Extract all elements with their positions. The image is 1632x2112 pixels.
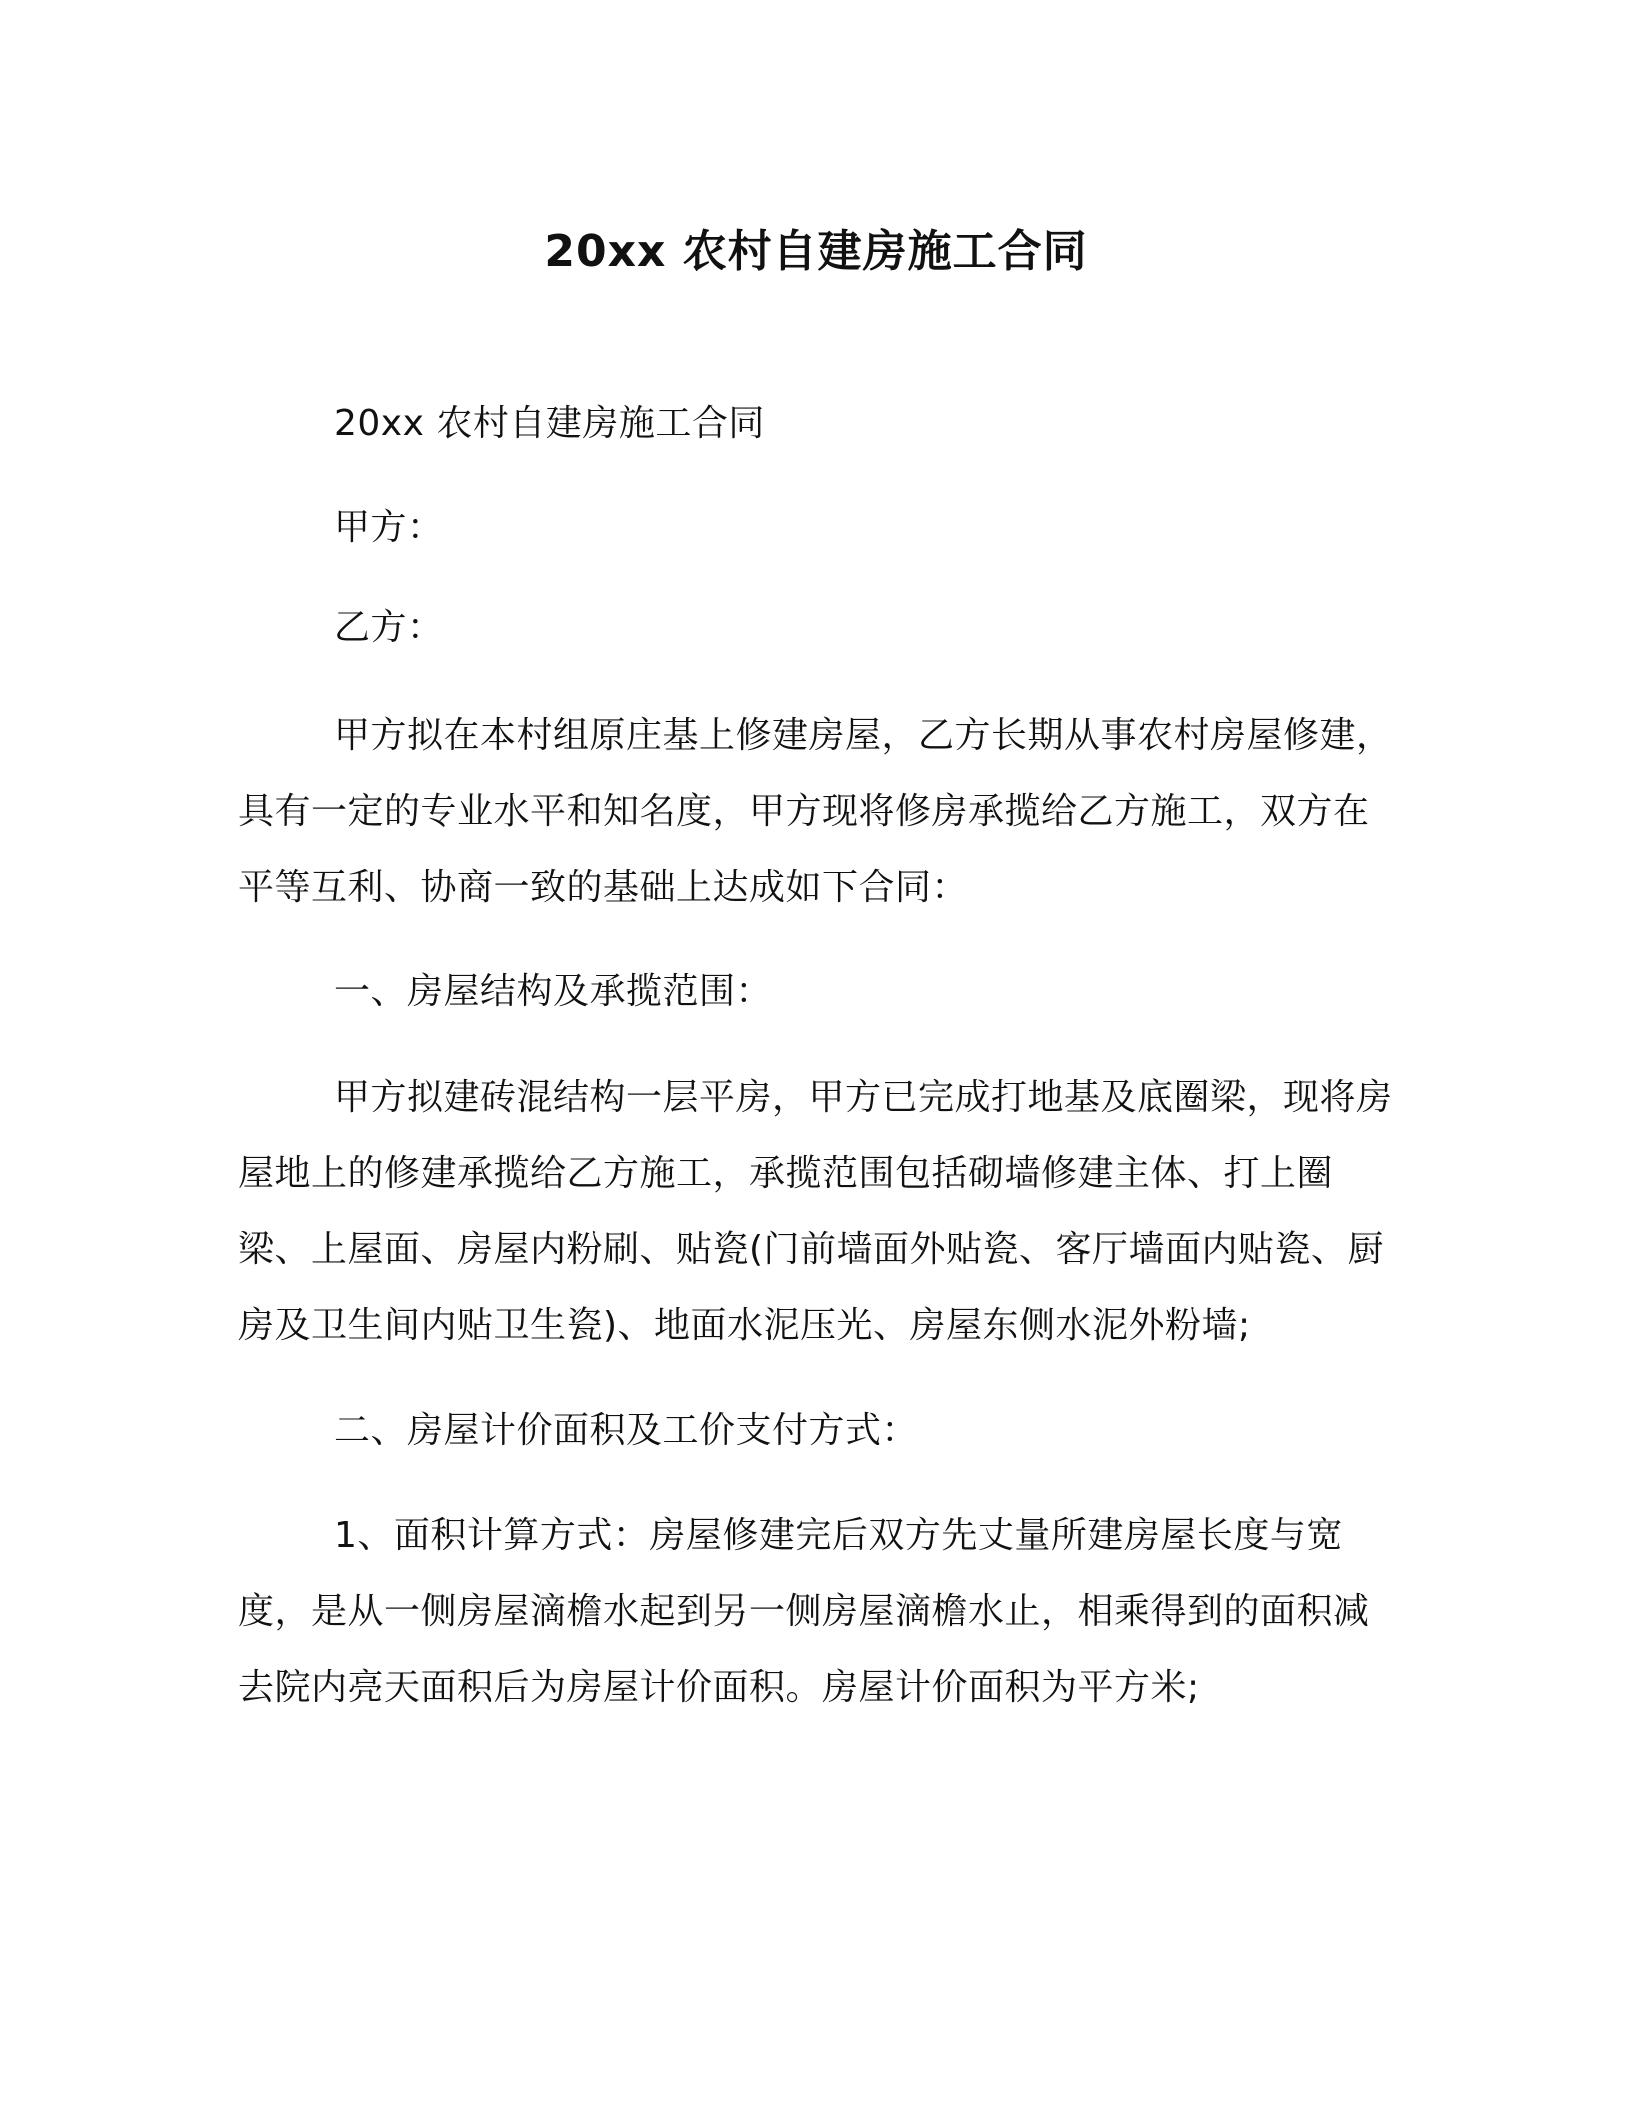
area-calculation-paragraph: 1、面积计算方式：房屋修建完后双方先丈量所建房屋长度与宽度，是从一侧房屋滴檐水起到另一侧房屋滴檐水止，相乘得到的面积减去院内亮天面积后为房屋计价面积。房屋计价面积为平方米; bbox=[238, 1515, 1370, 1708]
section-one-heading: 一、房屋结构及承揽范围： bbox=[334, 971, 773, 1012]
contract-heading: 20xx 农村自建房施工合同 bbox=[334, 403, 765, 444]
party-a-line: 甲方： bbox=[334, 507, 444, 548]
section-two-heading: 二、房屋计价面积及工价支付方式： bbox=[334, 1410, 919, 1451]
section-one-paragraph: 甲方拟建砖混结构一层平房，甲方已完成打地基及底圈梁，现将房屋地上的修建承揽给乙方施工，承揽范围包括砌墙修建主体、打上圈梁、上屋面、房屋内粉刷、贴瓷(门前墙面外贴瓷、客厅墙面内贴瓷、厨房及卫生间内贴卫生瓷)、地面水泥压光、房屋东侧水泥外粉墙; bbox=[238, 1077, 1393, 1346]
document-title: 20xx 农村自建房施工合同 bbox=[544, 226, 1088, 277]
preamble-paragraph: 甲方拟在本村组原庄基上修建房屋，乙方长期从事农村房屋修建，具有一定的专业水平和知名度，甲方现将修房承揽给乙方施工，双方在平等互利、协商一致的基础上达成如下合同： bbox=[238, 715, 1393, 908]
party-b-line: 乙方： bbox=[334, 607, 444, 648]
